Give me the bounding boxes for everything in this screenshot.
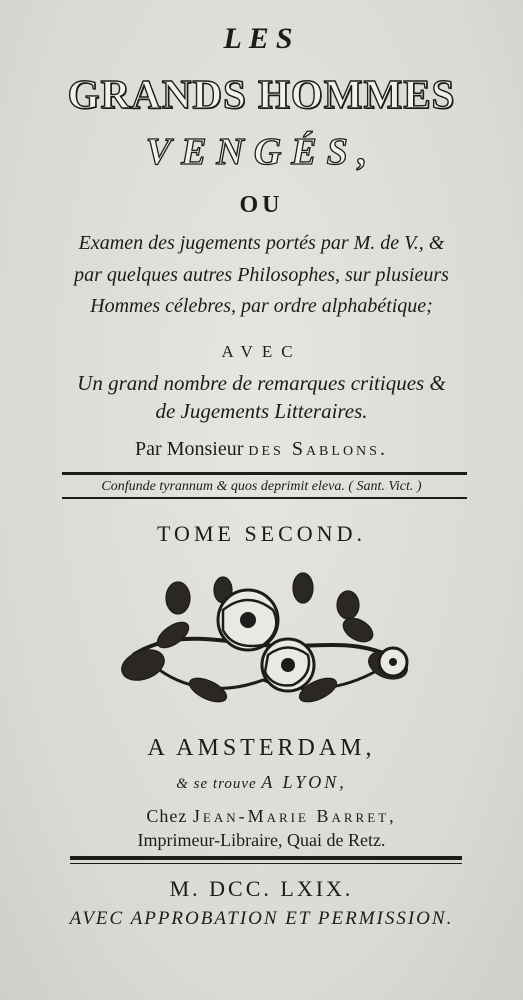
epigraph: Confunde tyrannum & quos deprimit eleva. ( Sant. Vict. ) <box>101 479 422 494</box>
title-ou: OU <box>239 192 284 218</box>
se-trouve: & se trouve <box>176 776 257 792</box>
remarques-line-2: de Jugements Litteraires. <box>155 399 368 423</box>
imprint-city: A AMSTERDAM, <box>147 735 376 761</box>
floral-vignette-icon <box>113 570 413 720</box>
rule-top <box>62 472 467 475</box>
printer-name: Jean-Marie Barret, <box>192 806 397 826</box>
publication-year: M. DCC. LXIX. <box>169 876 354 901</box>
volume-label: TOME SECOND. <box>157 521 366 546</box>
title-les: LES <box>223 22 300 55</box>
printer-role: Imprimeur-Libraire, Quai de Retz. <box>137 830 386 850</box>
approbation: AVEC APPROBATION ET PERMISSION. <box>69 908 454 929</box>
rule-bottom <box>62 497 467 499</box>
rule-thin <box>70 863 462 864</box>
author-name: des Sablons. <box>248 438 388 460</box>
author-line <box>0 438 523 461</box>
title-grands-hommes: GRANDS HOMMES <box>67 71 456 117</box>
rule-thick <box>70 856 462 860</box>
remarques-line-1: Un grand nombre de remarques critiques & <box>77 371 446 395</box>
se-trouve-line <box>0 772 523 793</box>
chez: Chez <box>146 806 188 826</box>
subtitle-line-3: Hommes célebres, par ordre alphabétique; <box>90 295 433 317</box>
par-monsieur: Par Monsieur <box>135 438 244 460</box>
subtitle-line-1: Examen des jugements portés par M. de V., & <box>78 232 445 254</box>
lyon: A LYON, <box>261 772 347 792</box>
avec-label: AVEC <box>221 342 302 361</box>
printer-line <box>10 806 523 827</box>
subtitle-line-2: par quelques autres Philosophes, sur plusieurs <box>74 264 449 286</box>
title-venges: VENGÉS, <box>145 131 378 173</box>
